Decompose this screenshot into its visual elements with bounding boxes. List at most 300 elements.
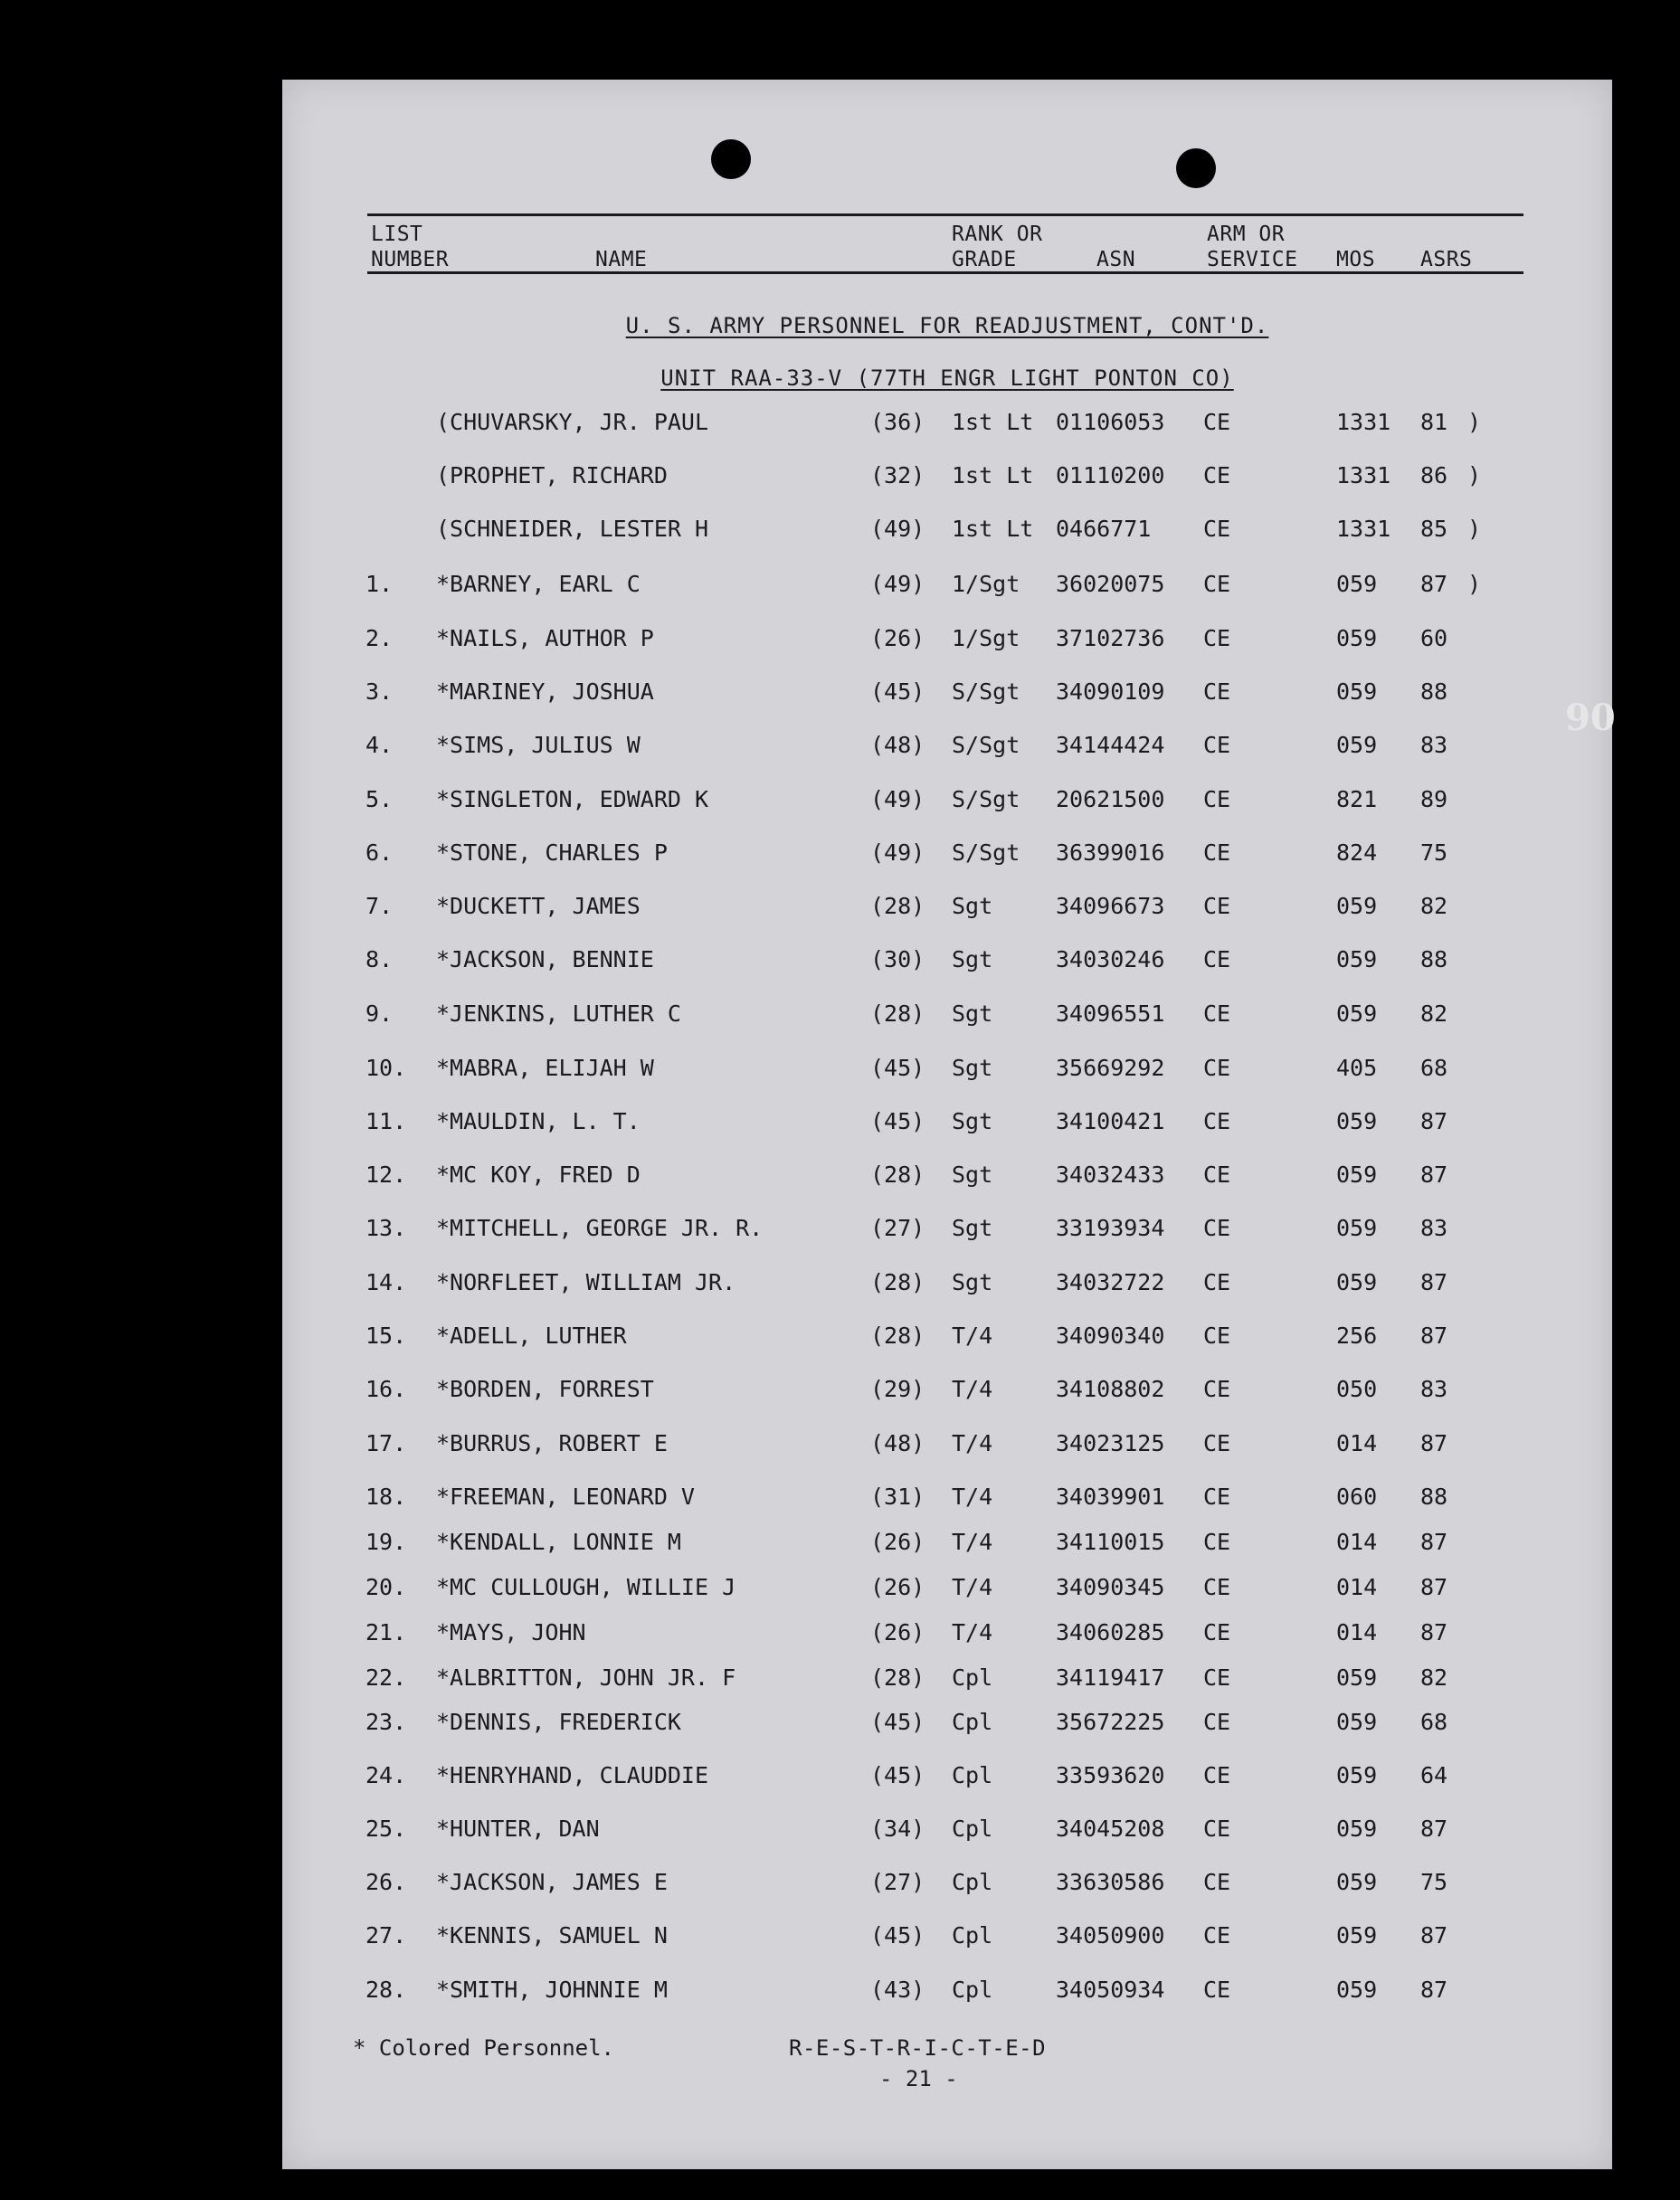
- list-number: 22.: [365, 1664, 407, 1691]
- asn-cell: 01110200: [1056, 462, 1165, 488]
- asn-cell: 34100421: [1056, 1108, 1165, 1134]
- age-cell: (49): [870, 571, 925, 597]
- service-cell: CE: [1203, 1376, 1231, 1402]
- asn-cell: 34096673: [1056, 893, 1165, 919]
- header-service-label: SERVICE: [1207, 248, 1298, 271]
- header-name-label: NAME: [595, 248, 648, 271]
- list-number: 20.: [365, 1574, 407, 1600]
- name-cell: (SCHNEIDER, LESTER H: [436, 516, 709, 542]
- name-cell: *MARINEY, JOSHUA: [436, 678, 654, 705]
- asn-cell: 34060285: [1056, 1619, 1165, 1645]
- classification-mark: R-E-S-T-R-I-C-T-E-D: [789, 2035, 1047, 2061]
- age-cell: (48): [870, 732, 925, 758]
- rank-cell: Cpl: [952, 1709, 993, 1735]
- service-cell: CE: [1203, 1215, 1231, 1241]
- table-row: [282, 1574, 1612, 1610]
- asrs-cell: 81: [1420, 409, 1448, 435]
- list-number: 27.: [365, 1922, 407, 1949]
- table-row: [282, 516, 1612, 552]
- age-cell: (49): [870, 516, 925, 542]
- side-page-mark: 90: [1565, 697, 1616, 739]
- name-cell: *HUNTER, DAN: [436, 1816, 600, 1842]
- service-cell: CE: [1203, 1869, 1231, 1895]
- table-row: [282, 1430, 1612, 1466]
- name-cell: *MC CULLOUGH, WILLIE J: [436, 1574, 736, 1600]
- name-cell: *MAYS, JOHN: [436, 1619, 586, 1645]
- service-cell: CE: [1203, 1816, 1231, 1842]
- asrs-cell: 83: [1420, 1376, 1448, 1402]
- bracket-close: ): [1467, 571, 1482, 597]
- asn-cell: 34050900: [1056, 1922, 1165, 1949]
- mos-cell: 059: [1336, 1762, 1378, 1788]
- age-cell: (45): [870, 678, 925, 705]
- list-number: 25.: [365, 1816, 407, 1842]
- service-cell: CE: [1203, 1484, 1231, 1510]
- asn-cell: 34096551: [1056, 1000, 1165, 1027]
- mos-cell: 1331: [1336, 462, 1391, 488]
- age-cell: (45): [870, 1108, 925, 1134]
- mos-cell: 256: [1336, 1323, 1378, 1349]
- table-row: [282, 678, 1612, 715]
- header-top-rule: [367, 213, 1523, 216]
- table-row: [282, 1664, 1612, 1701]
- asn-cell: 35672225: [1056, 1709, 1165, 1735]
- service-cell: CE: [1203, 1269, 1231, 1295]
- asn-cell: 33630586: [1056, 1869, 1165, 1895]
- asn-cell: 33593620: [1056, 1762, 1165, 1788]
- name-cell: *STONE, CHARLES P: [436, 839, 668, 866]
- asrs-cell: 68: [1420, 1055, 1448, 1081]
- asrs-cell: 87: [1420, 1430, 1448, 1456]
- header-mos-label: MOS: [1336, 248, 1376, 271]
- header-arm-label: ARM OR: [1207, 223, 1286, 246]
- table-row: [282, 1055, 1612, 1091]
- asn-cell: 34032722: [1056, 1269, 1165, 1295]
- name-cell: *KENDALL, LONNIE M: [436, 1529, 681, 1555]
- service-cell: CE: [1203, 516, 1231, 542]
- asrs-cell: 83: [1420, 732, 1448, 758]
- table-row: [282, 1108, 1612, 1144]
- asn-cell: 0466771: [1056, 516, 1152, 542]
- header-asn-label: ASN: [1096, 248, 1136, 271]
- age-cell: (28): [870, 1269, 925, 1295]
- service-cell: CE: [1203, 1922, 1231, 1949]
- asrs-cell: 60: [1420, 625, 1448, 651]
- document-title: U. S. ARMY PERSONNEL FOR READJUSTMENT, CONT'D.: [625, 313, 1269, 338]
- age-cell: (27): [870, 1215, 925, 1241]
- rank-cell: T/4: [952, 1376, 993, 1402]
- list-number: 10.: [365, 1055, 407, 1081]
- table-row: [282, 1484, 1612, 1520]
- service-cell: CE: [1203, 1619, 1231, 1645]
- mos-cell: 059: [1336, 1816, 1378, 1842]
- name-cell: *FREEMAN, LEONARD V: [436, 1484, 695, 1510]
- name-cell: *JACKSON, JAMES E: [436, 1869, 668, 1895]
- list-number: 15.: [365, 1323, 407, 1349]
- service-cell: CE: [1203, 1762, 1231, 1788]
- header-list-label: LIST: [371, 223, 423, 246]
- asrs-cell: 75: [1420, 839, 1448, 866]
- name-cell: *JACKSON, BENNIE: [436, 946, 654, 972]
- punch-hole-left: [711, 139, 751, 179]
- mos-cell: 824: [1336, 839, 1378, 866]
- service-cell: CE: [1203, 1162, 1231, 1188]
- mos-cell: 821: [1336, 786, 1378, 812]
- service-cell: CE: [1203, 1529, 1231, 1555]
- table-row: [282, 1323, 1612, 1359]
- name-cell: *MITCHELL, GEORGE JR. R.: [436, 1215, 764, 1241]
- asn-cell: 34090109: [1056, 678, 1165, 705]
- rank-cell: 1/Sgt: [952, 625, 1020, 651]
- table-row: [282, 409, 1612, 445]
- list-number: 23.: [365, 1709, 407, 1735]
- asrs-cell: 87: [1420, 1269, 1448, 1295]
- list-number: 28.: [365, 1977, 407, 2003]
- table-row: [282, 946, 1612, 982]
- table-row: [282, 839, 1612, 876]
- name-cell: *MC KOY, FRED D: [436, 1162, 641, 1188]
- asrs-cell: 68: [1420, 1709, 1448, 1735]
- mos-cell: 059: [1336, 1922, 1378, 1949]
- name-cell: *MAULDIN, L. T.: [436, 1108, 641, 1134]
- page-number: - 21 -: [879, 2066, 958, 2091]
- age-cell: (45): [870, 1055, 925, 1081]
- rank-cell: 1/Sgt: [952, 571, 1020, 597]
- mos-cell: 059: [1336, 1162, 1378, 1188]
- asrs-cell: 87: [1420, 1529, 1448, 1555]
- rank-cell: Sgt: [952, 1108, 993, 1134]
- table-row: [282, 462, 1612, 498]
- rank-cell: Sgt: [952, 1215, 993, 1241]
- rank-cell: T/4: [952, 1430, 993, 1456]
- asrs-cell: 82: [1420, 893, 1448, 919]
- name-cell: (CHUVARSKY, JR. PAUL: [436, 409, 709, 435]
- asn-cell: 20621500: [1056, 786, 1165, 812]
- table-row: [282, 625, 1612, 661]
- asrs-cell: 89: [1420, 786, 1448, 812]
- asn-cell: 34090340: [1056, 1323, 1165, 1349]
- list-number: 3.: [365, 678, 394, 705]
- rank-cell: Sgt: [952, 1000, 993, 1027]
- asn-cell: 33193934: [1056, 1215, 1165, 1241]
- mos-cell: 059: [1336, 571, 1378, 597]
- list-number: 19.: [365, 1529, 407, 1555]
- list-number: 4.: [365, 732, 394, 758]
- rank-cell: T/4: [952, 1323, 993, 1349]
- service-cell: CE: [1203, 839, 1231, 866]
- list-number: 16.: [365, 1376, 407, 1402]
- service-cell: CE: [1203, 1664, 1231, 1691]
- age-cell: (48): [870, 1430, 925, 1456]
- rank-cell: Cpl: [952, 1762, 993, 1788]
- age-cell: (26): [870, 1529, 925, 1555]
- list-number: 6.: [365, 839, 394, 866]
- rank-cell: Sgt: [952, 1269, 993, 1295]
- rank-cell: Cpl: [952, 1977, 993, 2003]
- asn-cell: 34023125: [1056, 1430, 1165, 1456]
- service-cell: CE: [1203, 1055, 1231, 1081]
- table-row: [282, 1529, 1612, 1565]
- service-cell: CE: [1203, 625, 1231, 651]
- asn-cell: 34045208: [1056, 1816, 1165, 1842]
- footer-note: * Colored Personnel.: [353, 2035, 614, 2061]
- rank-cell: 1st Lt: [952, 516, 1034, 542]
- table-row: [282, 571, 1612, 607]
- table-row: [282, 1922, 1612, 1958]
- service-cell: CE: [1203, 571, 1231, 597]
- mos-cell: 014: [1336, 1529, 1378, 1555]
- asn-cell: 01106053: [1056, 409, 1165, 435]
- asrs-cell: 87: [1420, 1323, 1448, 1349]
- name-cell: *DUCKETT, JAMES: [436, 893, 641, 919]
- rank-cell: Sgt: [952, 893, 993, 919]
- name-cell: *MABRA, ELIJAH W: [436, 1055, 654, 1081]
- name-cell: (PROPHET, RICHARD: [436, 462, 668, 488]
- age-cell: (45): [870, 1762, 925, 1788]
- mos-cell: 050: [1336, 1376, 1378, 1402]
- asrs-cell: 87: [1420, 1922, 1448, 1949]
- bracket-close: ): [1467, 516, 1482, 542]
- asn-cell: 36020075: [1056, 571, 1165, 597]
- table-row: [282, 1269, 1612, 1305]
- asn-cell: 35669292: [1056, 1055, 1165, 1081]
- service-cell: CE: [1203, 1977, 1231, 2003]
- age-cell: (28): [870, 1323, 925, 1349]
- header-bottom-rule: [367, 271, 1523, 274]
- rank-cell: Sgt: [952, 1055, 993, 1081]
- age-cell: (26): [870, 1574, 925, 1600]
- mos-cell: 014: [1336, 1619, 1378, 1645]
- asn-cell: 37102736: [1056, 625, 1165, 651]
- mos-cell: 059: [1336, 678, 1378, 705]
- service-cell: CE: [1203, 1574, 1231, 1600]
- asn-cell: 34144424: [1056, 732, 1165, 758]
- mos-cell: 1331: [1336, 409, 1391, 435]
- list-number: 21.: [365, 1619, 407, 1645]
- list-number: 12.: [365, 1162, 407, 1188]
- rank-cell: T/4: [952, 1529, 993, 1555]
- age-cell: (29): [870, 1376, 925, 1402]
- age-cell: (49): [870, 786, 925, 812]
- age-cell: (34): [870, 1816, 925, 1842]
- table-row: [282, 1977, 1612, 2013]
- table-row: [282, 1215, 1612, 1251]
- asrs-cell: 75: [1420, 1869, 1448, 1895]
- asrs-cell: 83: [1420, 1215, 1448, 1241]
- rank-cell: T/4: [952, 1574, 993, 1600]
- asrs-cell: 86: [1420, 462, 1448, 488]
- age-cell: (45): [870, 1922, 925, 1949]
- rank-cell: S/Sgt: [952, 839, 1020, 866]
- rank-cell: T/4: [952, 1619, 993, 1645]
- rank-cell: 1st Lt: [952, 462, 1034, 488]
- age-cell: (32): [870, 462, 925, 488]
- rank-cell: Sgt: [952, 1162, 993, 1188]
- age-cell: (26): [870, 1619, 925, 1645]
- mos-cell: 405: [1336, 1055, 1378, 1081]
- table-row: [282, 1762, 1612, 1798]
- asrs-cell: 87: [1420, 1574, 1448, 1600]
- name-cell: *ALBRITTON, JOHN JR. F: [436, 1664, 736, 1691]
- age-cell: (28): [870, 1000, 925, 1027]
- name-cell: *SIMS, JULIUS W: [436, 732, 641, 758]
- table-row: [282, 1869, 1612, 1905]
- name-cell: *JENKINS, LUTHER C: [436, 1000, 681, 1027]
- header-asrs-label: ASRS: [1420, 248, 1473, 271]
- list-number: 17.: [365, 1430, 407, 1456]
- age-cell: (45): [870, 1709, 925, 1735]
- asrs-cell: 82: [1420, 1000, 1448, 1027]
- header-number-label: NUMBER: [371, 248, 450, 271]
- table-row: [282, 732, 1612, 768]
- asrs-cell: 87: [1420, 1619, 1448, 1645]
- asn-cell: 34030246: [1056, 946, 1165, 972]
- list-number: 8.: [365, 946, 394, 972]
- name-cell: *SMITH, JOHNNIE M: [436, 1977, 668, 2003]
- rank-cell: S/Sgt: [952, 678, 1020, 705]
- service-cell: CE: [1203, 462, 1231, 488]
- mos-cell: 014: [1336, 1574, 1378, 1600]
- table-row: [282, 1816, 1612, 1852]
- service-cell: CE: [1203, 1108, 1231, 1134]
- name-cell: *HENRYHAND, CLAUDDIE: [436, 1762, 709, 1788]
- service-cell: CE: [1203, 409, 1231, 435]
- mos-cell: 059: [1336, 1108, 1378, 1134]
- service-cell: CE: [1203, 786, 1231, 812]
- asrs-cell: 88: [1420, 946, 1448, 972]
- list-number: 1.: [365, 571, 394, 597]
- list-number: 14.: [365, 1269, 407, 1295]
- document-page: [282, 80, 1612, 2169]
- asrs-cell: 87: [1420, 1977, 1448, 2003]
- punch-hole-right: [1176, 148, 1216, 188]
- mos-cell: 059: [1336, 946, 1378, 972]
- mos-cell: 059: [1336, 1869, 1378, 1895]
- age-cell: (28): [870, 893, 925, 919]
- asn-cell: 36399016: [1056, 839, 1165, 866]
- name-cell: *SINGLETON, EDWARD K: [436, 786, 709, 812]
- age-cell: (36): [870, 409, 925, 435]
- table-row: [282, 1000, 1612, 1037]
- name-cell: *KENNIS, SAMUEL N: [436, 1922, 668, 1949]
- asn-cell: 34108802: [1056, 1376, 1165, 1402]
- mos-cell: 059: [1336, 625, 1378, 651]
- service-cell: CE: [1203, 678, 1231, 705]
- asn-cell: 34110015: [1056, 1529, 1165, 1555]
- service-cell: CE: [1203, 946, 1231, 972]
- age-cell: (28): [870, 1664, 925, 1691]
- rank-cell: S/Sgt: [952, 786, 1020, 812]
- mos-cell: 059: [1336, 893, 1378, 919]
- service-cell: CE: [1203, 893, 1231, 919]
- rank-cell: Sgt: [952, 946, 993, 972]
- rank-cell: Cpl: [952, 1816, 993, 1842]
- asrs-cell: 87: [1420, 1108, 1448, 1134]
- table-row: [282, 1376, 1612, 1412]
- rank-cell: T/4: [952, 1484, 993, 1510]
- list-number: 18.: [365, 1484, 407, 1510]
- header-rank-label: RANK OR: [952, 223, 1043, 246]
- asn-cell: 34050934: [1056, 1977, 1165, 2003]
- table-row: [282, 786, 1612, 822]
- asrs-cell: 85: [1420, 516, 1448, 542]
- bracket-close: ): [1467, 462, 1482, 488]
- age-cell: (27): [870, 1869, 925, 1895]
- asrs-cell: 87: [1420, 1162, 1448, 1188]
- table-row: [282, 1162, 1612, 1198]
- mos-cell: 059: [1336, 1215, 1378, 1241]
- list-number: 13.: [365, 1215, 407, 1241]
- asrs-cell: 88: [1420, 678, 1448, 705]
- asrs-cell: 88: [1420, 1484, 1448, 1510]
- list-number: 24.: [365, 1762, 407, 1788]
- list-number: 11.: [365, 1108, 407, 1134]
- age-cell: (43): [870, 1977, 925, 2003]
- service-cell: CE: [1203, 1430, 1231, 1456]
- bracket-close: ): [1467, 409, 1482, 435]
- asn-cell: 34119417: [1056, 1664, 1165, 1691]
- age-cell: (26): [870, 625, 925, 651]
- name-cell: *DENNIS, FREDERICK: [436, 1709, 681, 1735]
- mos-cell: 059: [1336, 1269, 1378, 1295]
- asrs-cell: 87: [1420, 1816, 1448, 1842]
- asrs-cell: 82: [1420, 1664, 1448, 1691]
- name-cell: *BURRUS, ROBERT E: [436, 1430, 668, 1456]
- service-cell: CE: [1203, 1323, 1231, 1349]
- age-cell: (28): [870, 1162, 925, 1188]
- table-row: [282, 893, 1612, 929]
- rank-cell: Cpl: [952, 1922, 993, 1949]
- mos-cell: 059: [1336, 1977, 1378, 2003]
- table-row: [282, 1709, 1612, 1745]
- list-number: 2.: [365, 625, 394, 651]
- mos-cell: 059: [1336, 732, 1378, 758]
- name-cell: *NORFLEET, WILLIAM JR.: [436, 1269, 736, 1295]
- list-number: 26.: [365, 1869, 407, 1895]
- list-number: 5.: [365, 786, 394, 812]
- age-cell: (49): [870, 839, 925, 866]
- mos-cell: 1331: [1336, 516, 1391, 542]
- table-row: [282, 1619, 1612, 1655]
- asrs-cell: 87: [1420, 571, 1448, 597]
- mos-cell: 059: [1336, 1709, 1378, 1735]
- rank-cell: 1st Lt: [952, 409, 1034, 435]
- mos-cell: 014: [1336, 1430, 1378, 1456]
- age-cell: (30): [870, 946, 925, 972]
- rank-cell: Cpl: [952, 1664, 993, 1691]
- list-number: 7.: [365, 893, 394, 919]
- service-cell: CE: [1203, 1709, 1231, 1735]
- asn-cell: 34090345: [1056, 1574, 1165, 1600]
- service-cell: CE: [1203, 732, 1231, 758]
- mos-cell: 059: [1336, 1664, 1378, 1691]
- unit-title: UNIT RAA-33-V (77TH ENGR LIGHT PONTON CO): [660, 365, 1234, 391]
- rank-cell: Cpl: [952, 1869, 993, 1895]
- mos-cell: 059: [1336, 1000, 1378, 1027]
- rank-cell: S/Sgt: [952, 732, 1020, 758]
- asn-cell: 34039901: [1056, 1484, 1165, 1510]
- age-cell: (31): [870, 1484, 925, 1510]
- name-cell: *ADELL, LUTHER: [436, 1323, 627, 1349]
- service-cell: CE: [1203, 1000, 1231, 1027]
- asrs-cell: 64: [1420, 1762, 1448, 1788]
- name-cell: *NAILS, AUTHOR P: [436, 625, 654, 651]
- name-cell: *BARNEY, EARL C: [436, 571, 641, 597]
- header-grade-label: GRADE: [952, 248, 1017, 271]
- list-number: 9.: [365, 1000, 394, 1027]
- mos-cell: 060: [1336, 1484, 1378, 1510]
- asn-cell: 34032433: [1056, 1162, 1165, 1188]
